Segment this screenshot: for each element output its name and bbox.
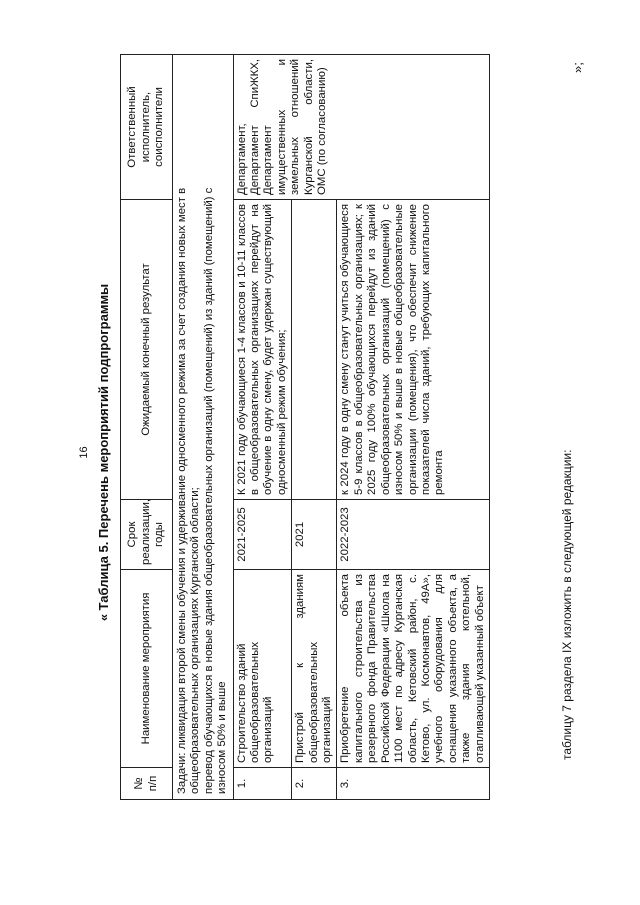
table-row xyxy=(233,55,292,800)
header-executor: Ответственный исполнитель, соисполнители xyxy=(121,55,173,200)
activities-table xyxy=(120,54,490,800)
row-number: 1. xyxy=(233,768,292,800)
task-line: перевод обучающихся в новые здания общеобразовательных организаций (помещений) из зданий (помещений) с xyxy=(202,187,215,794)
page-number: 16 xyxy=(78,446,90,459)
expected-result: К 2021 году обучающиеся 1-4 классов и 10-11 классов в общеобразовательных организациях перейдут на обучение в одну смену, будет удержан существующий односменный режим обучения; xyxy=(233,200,292,500)
closing-quote: »; xyxy=(570,62,585,73)
header-number: № п/п xyxy=(121,768,173,800)
header-activity-name: Наименование мероприятия xyxy=(121,570,173,768)
row-number: 3. xyxy=(337,768,489,800)
expected-result: к 2024 году в одну смену станут учиться обучающиеся 5-9 классов в общеобразовательных организациях; к 2025 году 100% обучающихся перейдут из зданий общеобразовательных организаций (помещений) с износом 50% и выше в новые общеобразовательные организации (помещения), что обеспечит снижение показателей числа зданий, требующих капитального ремонта xyxy=(337,200,489,500)
expected-result xyxy=(292,200,337,500)
row-number: 2. xyxy=(292,768,337,800)
activity-period: 2021-2025 xyxy=(233,500,292,570)
table-header-row xyxy=(121,55,173,800)
table-title: « Таблица 5. Перечень мероприятий подпрограммы xyxy=(96,283,111,622)
task-line: Задачи: ликвидация второй смены обучения и удерживание односменного режима за счет создания новых мест в xyxy=(176,187,188,794)
task-description xyxy=(173,55,234,800)
activity-period: 2022-2023 xyxy=(337,500,489,570)
amendment-text: таблицу 7 раздела IX изложить в следующей редакции: xyxy=(560,449,574,760)
responsible-executor: Департамент, Департамент СпиЖКХ, Департамент имущественных и земельных отношений Курганской области, ОМС (по согласованию) xyxy=(233,55,489,200)
activity-period: 2021 xyxy=(292,500,337,570)
activity-name: Строительство зданий общеобразовательных организаций xyxy=(233,570,292,768)
task-line: износом 50% и выше xyxy=(216,681,229,794)
activity-name: Приобретение объекта капитального строительства из резервного фонда Правительства Российской Федерации «Школа на 1100 мест по адресу Курганская область, Кетовский район, с. Кетово, ул. Космонавтов, 49А», учебного оборудования для оснащения указанного объекта, а также здания котельной, отапливающей указанный объект xyxy=(337,570,489,768)
header-expected-result: Ожидаемый конечный результат xyxy=(121,200,173,500)
task-row xyxy=(173,55,234,800)
activity-name: Пристрой к зданиям общеобразовательных организаций xyxy=(292,570,337,768)
task-line: общеобразовательных организациях Курганской области; xyxy=(189,487,202,794)
header-period: Срок реализации, годы xyxy=(121,500,173,570)
